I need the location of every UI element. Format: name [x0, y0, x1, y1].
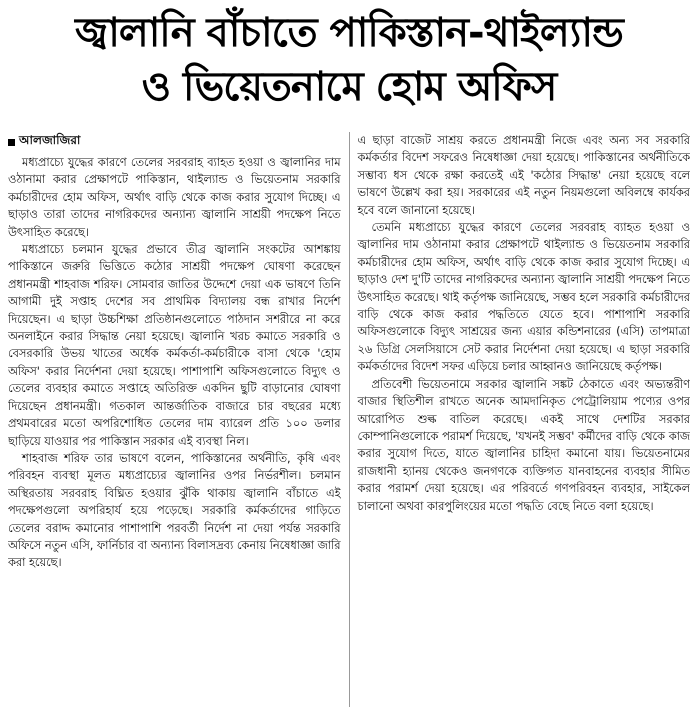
- right-column: [350, 132, 691, 707]
- headline-line-2: ও ভিয়েতনামে হোম অফিস: [141, 64, 557, 110]
- paragraph: শাহবাজ শরিফ তার ভাষণে বলেন, পাকিস্তানের অর্থনীতি, কৃষি এবং পরিবহন ব্যবস্থা মূলত মধ্যপ্রাচ্যের জ্বালানির ওপর নির্ভরশীল। চলমান অস্থিরতায় সরবরাহ বিঘ্নিত হওয়ার ঝুঁকি থাকায় জ্বালানি বাঁচাতে এই পদক্ষেপগুলো অপরিহার্য হয়ে পড়েছে। সরকারি কর্মকর্তাদের গাড়িতে তেলের বরাদ্দ কমানোর পাশাপাশি পরবর্তী নির্দেশ না দেয়া পর্যন্ত সরকারি অফিসে নতুন এসি, ফার্নিচার বা অন্যান্য বিলাসদ্রব্য কেনায় নিষেধাজ্ঞা জারি করা হয়েছে।: [8, 451, 341, 570]
- square-bullet-icon: [8, 139, 15, 146]
- paragraph: মধ্যপ্রাচ্যে চলমান যুদ্ধের প্রভাবে তীব্র জ্বালানি সংকটের আশঙ্কায় পাকিস্তানে জরুরি ভিত্তিতে কঠোর সাশ্রয়ী পদক্ষেপ ঘোষণা করেছেন প্রধানমন্ত্রী শাহবাজ শরিফ। সোমবার জাতির উদ্দেশে দেয়া এক ভাষণে তিনি আগামী দুই সপ্তাহ দেশের সব প্রাথমিক বিদ্যালয় বন্ধ রাখার নির্দেশ দিয়েছেন। এ ছাড়া উচ্চশিক্ষা প্রতিষ্ঠানগুলোতে পাঠদান সশরীরে না করে অনলাইনে করার সিদ্ধান্ত নেয়া হয়েছে। জ্বালানি খরচ কমাতে সরকারি ও বেসরকারি উভয় খাতের অর্ধেক কর্মকর্তা-কর্মচারীকে বাসা থেকে 'হোম অফিস' করার নির্দেশনা দেয়া হয়েছে। পাশাপাশি অফিসগুলোতে বিদ্যুৎ ও তেলের ব্যবহার কমাতে সপ্তাহে অতিরিক্ত একদিন ছুটি বাড়ানোর ঘোষণা দিয়েছেন প্রধানমন্ত্রী। গতকাল আন্তর্জাতিক বাজারে চার বছরের মধ্যে প্রথমবারের মতো অপরিশোধিত তেলের দাম ব্যারেল প্রতি ১০০ ডলার ছাড়িয়ে যাওয়ার পর পাকিস্তান সরকার এই ব্যবস্থা নিল।: [8, 243, 341, 448]
- byline: [8, 132, 341, 152]
- headline-line-1: জ্বালানি বাঁচাতে পাকিস্তান-থাইল্যান্ড: [75, 10, 623, 56]
- paragraph: এ ছাড়া বাজেট সাশ্রয় করতে প্রধানমন্ত্রী নিজে এবং অন্য সব সরকারি কর্মকর্তার বিদেশ সফরেও নিষেধাজ্ঞা দেয়া হয়েছে। পাকিস্তানের অর্থনীতিকে সম্ভাব্য ধস থেকে রক্ষা করতেই এই 'কঠোর সিদ্ধান্ত' নেয়া হয়েছে বলে ভাষণে উল্লেখ করা হয়। সরকারের এই নতুন নিয়মগুলো অবিলম্বে কার্যকর হবে বলে জানানো হয়েছে।: [357, 134, 690, 217]
- article-body: [8, 132, 690, 707]
- left-column: [8, 132, 350, 707]
- paragraph: মধ্যপ্রাচ্যে যুদ্ধের কারণে তেলের সরবরাহ ব্যাহত হওয়া ও জ্বালানির দাম ওঠানামা করার প্রেক্ষাপটে পাকিস্তান, থাইল্যান্ড ও ভিয়েতনাম সরকারি কর্মচারীদের হোম অফিস, অর্থাৎ বাড়ি থেকে কাজ করার সুযোগ দিচ্ছে। এ ছাড়াও তারা তাদের নাগরিকদের অন্যান্য জ্বালানি সাশ্রয়ী পদক্ষেপ নিতে উৎসাহিত করেছে।: [8, 156, 341, 239]
- paragraph: তেমনি মধ্যপ্রাচ্যে যুদ্ধের কারণে তেলের সরবরাহ ব্যাহত হওয়া ও জ্বালানির দাম ওঠানামা করার প্রেক্ষাপটে থাইল্যান্ড ও ভিয়েতনাম সরকারি কর্মচারীদের হোম অফিস, অর্থাৎ বাড়ি থেকে কাজ করার সুযোগ দিচ্ছে। এ ছাড়াও দেশ দু'টি তাদের নাগরিকদের অন্যান্য জ্বালানি সাশ্রয়ী পদক্ষেপ নিতে উৎসাহিত করেছে। থাই কর্তৃপক্ষ জানিয়েছে, সম্ভব হলে সরকারি কর্মচারীদের বাড়ি থেকে কাজ করার পদ্ধতিতে যেতে হবে। পাশাপাশি সরকারি অফিসগুলোকে বিদ্যুৎ সাশ্রয়ের জন্য এয়ার কন্ডিশনারের (এসি) তাপমাত্রা ২৬ ডিগ্রি সেলসিয়াসে সেট করার নির্দেশনা দেয়া হয়েছে। এ ছাড়া সরকারি কর্মকর্তাদের বিদেশ সফর এড়িয়ে চলার আহ্বানও জানিয়েছে কর্তৃপক্ষ।: [357, 221, 690, 374]
- news-article: [0, 6, 698, 713]
- paragraph: প্রতিবেশী ভিয়েতনামে সরকার জ্বালানি সঙ্কট ঠেকাতে এবং অভ্যন্তরীণ বাজার স্থিতিশীল রাখতে অনেক আমদানিকৃত পেট্রোলিয়াম পণ্যের ওপর আরোপিত শুল্ক বাতিল করেছে। একই সাথে দেশটির সরকার কোম্পানিগুলোকে পরামর্শ দিয়েছে, 'যখনই সম্ভব' কর্মীদের বাড়ি থেকে কাজ করার সুযোগ দিতে, যাতে জ্বালানির চাহিদা কমানো যায়। ভিয়েতনামের রাজধানী হ্যানয় থেকেও জনগণকে ব্যক্তিগত যানবাহনের ব্যবহার সীমিত করার পরামর্শ দেয়া হয়েছে। এর পরিবর্তে গণপরিবহন ব্যবহার, সাইকেল চালানো অথবা কারপুলিংয়ের মতো পদ্ধতি বেছে নিতে বলা হয়েছে।: [357, 377, 690, 513]
- headline: [8, 6, 690, 114]
- byline-source: আলজাজিরা: [19, 133, 81, 147]
